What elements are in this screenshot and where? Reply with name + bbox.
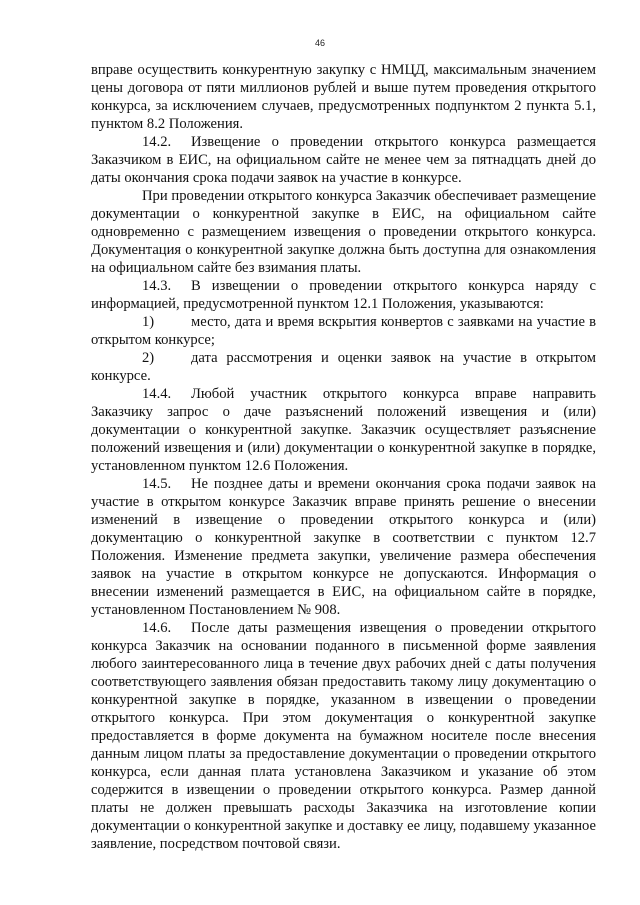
list-text: место, дата и время вскрытия конвертов с заявками на участие в открытом конкурсе; [91,314,596,348]
list-item-2 [91,349,596,385]
paragraph-text: Извещение о проведении открытого конкурса размещается Заказчиком в ЕИС, на официальном сайте не менее чем за пятнадцать дней до даты окончания срока подачи заявок на участие в конкурсе. [91,134,596,186]
paragraph-14-6 [91,619,596,853]
paragraph-14-5 [91,475,596,619]
paragraph-number: 14.4. [142,386,172,402]
paragraph-number: 14.2. [142,134,172,150]
list-text: дата рассмотрения и оценки заявок на участие в открытом конкурсе. [91,350,596,384]
paragraph-text: вправе осуществить конкурентную закупку с НМЦД, максимальным значением цены договора от пяти миллионов рублей и выше путем проведения открытого конкурса, за исключением случаев, предусмотренных подпунктом 2 пункта 5.1, пунктом 8.2 Положения. [91,62,596,132]
list-number: 2) [142,350,155,366]
paragraph-14-2-cont [91,187,596,277]
paragraph-14-4 [91,385,596,475]
list-item-1 [91,313,596,349]
document-body [91,61,596,853]
page-number: 46 [314,38,325,48]
paragraph-number: 14.6. [142,620,172,636]
paragraph-14-3 [91,277,596,313]
list-number: 1) [142,314,155,330]
paragraph-text: Не позднее даты и времени окончания срока подачи заявок на участие в открытом конкурсе Заказчик вправе принять решение о внесении изменений в извещение о проведении открытого конкурса и (или) документацию о конкурентной закупке в соответствии с пунктом 12.7 Положения. Изменение предмета закупки, увеличение размера обеспечения заявок на участие в открытом конкурсе не допускаются. Информация о внесении изменений размещается в ЕИС, на официальном сайте в порядке, установленном Постановлением № 908. [91,476,596,618]
paragraph-number: 14.5. [142,476,172,492]
paragraph-continuation [91,61,596,133]
paragraph-text: Любой участник открытого конкурса вправе направить Заказчику запрос о даче разъяснений положений извещения и (или) документации о конкурентной закупке. Заказчик осуществляет разъяснение положений извещения и (или) документации о конкурентной закупке в порядке, установленном пунктом 12.6 Положения. [91,386,596,474]
paragraph-number: 14.3. [142,278,172,294]
paragraph-14-2 [91,133,596,187]
paragraph-text: При проведении открытого конкурса Заказчик обеспечивает размещение документации о конкурентной закупке в ЕИС, на официальном сайте одновременно с размещением извещения о проведении открытого конкурса. Документация о конкурентной закупке должна быть доступна для ознакомления на официальном сайте без взимания платы. [91,188,596,276]
paragraph-text: После даты размещения извещения о проведении открытого конкурса Заказчик на основании поданного в письменной форме заявления любого заинтересованного лица в течение двух рабочих дней с даты получения соответствующего заявления обязан предоставить такому лицу документацию о конкурентной закупке в порядке, указанном в извещении о проведении открытого конкурса. При этом документация о конкурентной закупке предоставляется в форме документа на бумажном носителе после внесения данным лицом платы за предоставление документации о проведении открытого конкурса, если данная плата установлена Заказчиком и указание об этом содержится в извещении о проведении открытого конкурса. Размер данной платы не должен превышать расходы Заказчика на изготовление копии документации о конкурентной закупке и доставку ее лицу, подавшему указанное заявление, посредством почтовой связи. [91,620,596,852]
paragraph-text: В извещении о проведении открытого конкурса наряду с информацией, предусмотренной пунктом 12.1 Положения, указываются: [91,278,596,312]
